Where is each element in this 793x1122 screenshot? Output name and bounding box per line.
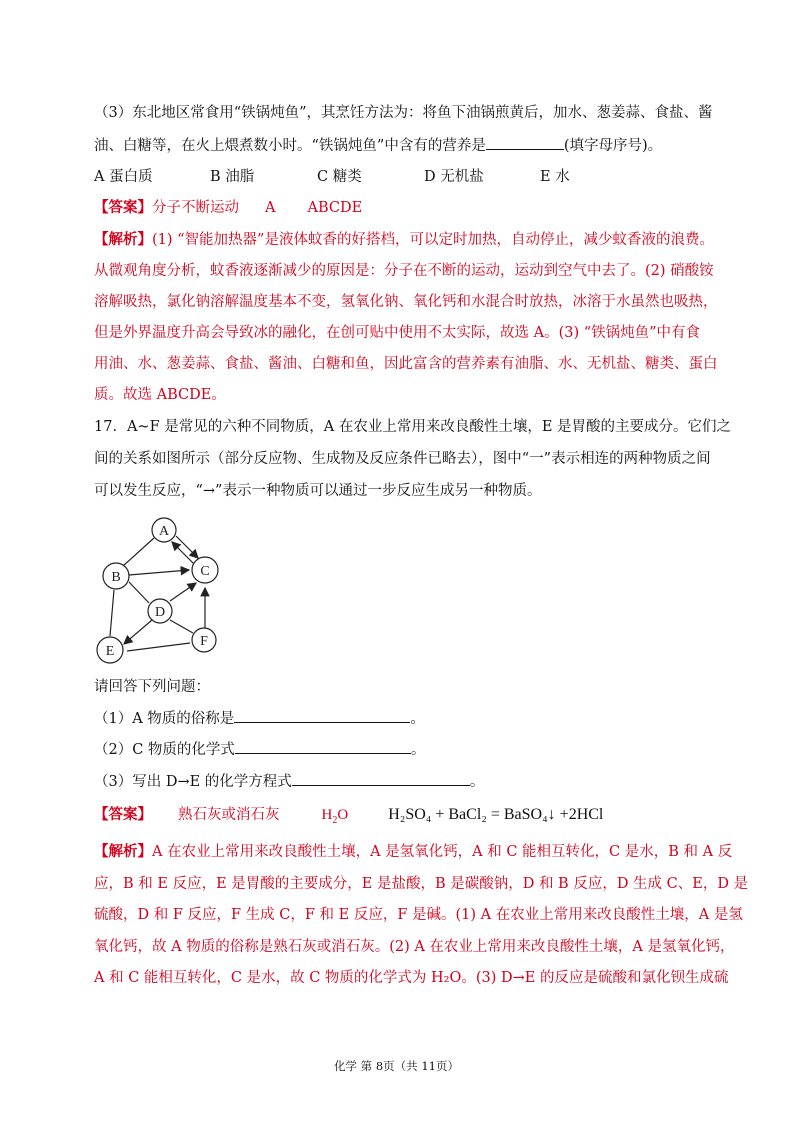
edge-d-e bbox=[124, 620, 152, 644]
q17-line-2: 间的关系如图所示（部分反应物、生成物及反应条件已略去），图中“一”表示相连的两种物质之间 bbox=[94, 451, 711, 467]
period: 。 bbox=[410, 711, 425, 727]
option-b: B 油脂 bbox=[210, 169, 255, 185]
edge-c-a bbox=[172, 542, 196, 566]
node-e-label: E bbox=[105, 644, 115, 659]
analysis-17-line-5: A 和 C 能相互转化，C 是水，故 C 物质的化学式为 H₂O。(3) D→E 的反应是硫酸和氯化钡生成硫 bbox=[94, 970, 729, 986]
blank-3 bbox=[292, 771, 470, 786]
q17-sub-3 bbox=[94, 771, 484, 792]
edge-b-e bbox=[110, 590, 114, 636]
page-footer: 化学 第 8页（共 11页） bbox=[334, 1059, 459, 1073]
analysis-17-line-3: 硫酸，D 和 F 反应，F 生成 C，F 和 E 反应，F 是碱。(1) A 在农业上常用来改良酸性土壤，A 是氢 bbox=[94, 907, 743, 923]
q17-sub-2 bbox=[94, 739, 425, 760]
answer-label: 【答案】 bbox=[94, 199, 152, 216]
relation-diagram bbox=[92, 512, 232, 672]
analysis-label: 【解析】 bbox=[94, 843, 152, 860]
answer-17-equation: H₂SO₄ + BaCl₂ = BaSO₄↓ +2HCl bbox=[388, 806, 604, 823]
edge-d-c bbox=[170, 583, 196, 601]
q17-line-3: 可以发生反应，“→”表示一种物质可以通过一步反应生成另一种物质。 bbox=[94, 483, 542, 499]
q3-line-2-post: (填字母序号)。 bbox=[563, 138, 663, 154]
analysis-16-line-3: 溶解吸热，氯化钠溶解温度基本不变，氢氧化钠、氧化钙和水混合时放热，冰溶于水虽然也吸热， bbox=[94, 294, 718, 310]
q17-sub-2-text: （2）C 物质的化学式 bbox=[94, 742, 235, 758]
q17-sub-1 bbox=[94, 708, 425, 729]
analysis-16-line-6: 质。故选 ABCDE。 bbox=[94, 387, 226, 403]
option-a: A 蛋白质 bbox=[94, 169, 153, 185]
answer-16 bbox=[94, 198, 362, 218]
analysis-label: 【解析】 bbox=[94, 231, 152, 248]
answer-16-a1: 分子不断运动 bbox=[152, 200, 239, 216]
analysis-17-line-2: 应，B 和 E 反应，E 是胃酸的主要成分，E 是盐酸，B 是碳酸钠，D 和 B 反应，D 生成 C、E，D 是 bbox=[94, 876, 749, 892]
answer-label: 【答案】 bbox=[94, 806, 152, 823]
answer-blank bbox=[486, 135, 564, 150]
q17-sub-3-text: （3）写出 D→E 的化学方程式 bbox=[94, 774, 292, 790]
edge-a-b bbox=[123, 538, 154, 566]
option-d: D 无机盐 bbox=[424, 169, 484, 185]
analysis-17-line-4: 氧化钙，故 A 物质的俗称是熟石灰或消石灰。(2) A 在农业上常用来改良酸性土壤，A 是氢氧化钙， bbox=[94, 939, 735, 955]
answer-16-a2: A bbox=[265, 200, 276, 216]
q3-line-2-pre: 油、白糖等，在火上煨煮数小时。“铁锅炖鱼”中含有的营养是 bbox=[94, 138, 486, 154]
q3-line-2 bbox=[94, 135, 662, 156]
q17-prompt: 请回答下列问题： bbox=[94, 679, 210, 695]
q3-line-1: （3）东北地区常食用“铁锅炖鱼”，其烹饪方法为：将鱼下油锅煎黄后，加水、葱姜蒜、食盐、酱 bbox=[94, 105, 713, 121]
period: 。 bbox=[410, 742, 426, 758]
analysis-16-line-2: 从微观角度分析，蚊香液逐渐减少的原因是：分子在不断的运动，运动到空气中去了。(2) 硝酸铵 bbox=[94, 263, 714, 279]
analysis-16-line-5: 用油、水、葱姜蒜、食盐、酱油、白糖和鱼，因此富含的营养素有油脂、水、无机盐、糖类、蛋白 bbox=[94, 356, 718, 372]
q17-sub-1-text: （1）A 物质的俗称是 bbox=[94, 711, 235, 727]
blank-2 bbox=[235, 739, 411, 754]
node-c-label: C bbox=[200, 564, 210, 579]
edge-a-c bbox=[176, 536, 198, 558]
answer-17-a1: 熟石灰或消石灰 bbox=[178, 807, 280, 823]
analysis-16-line-4: 但是外界温度升高会导致冰的融化，在创可贴中使用不太实际，故选 A。(3) “铁锅炖鱼”中有食 bbox=[94, 325, 701, 341]
analysis-16-text-1: (1) “智能加热器”是液体蚊香的好搭档，可以定时加热，自动停止，减少蚊香液的浪费。 bbox=[152, 232, 714, 248]
node-a-label: A bbox=[158, 524, 170, 539]
node-d-label: D bbox=[154, 605, 166, 620]
edge-d-f bbox=[170, 620, 193, 633]
analysis-17-line-1 bbox=[94, 842, 732, 862]
node-b-label: B bbox=[111, 570, 121, 585]
edge-b-d bbox=[129, 582, 149, 603]
option-e: E 水 bbox=[540, 169, 570, 185]
answer-17-a2: $H_2O$ bbox=[321, 807, 349, 826]
answer-17 bbox=[94, 805, 603, 831]
option-c: C 糖类 bbox=[317, 169, 362, 185]
period: 。 bbox=[469, 774, 485, 790]
edge-e-f bbox=[127, 643, 190, 651]
edge-b-c bbox=[129, 570, 189, 575]
analysis-16-line-1 bbox=[94, 230, 714, 250]
blank-1 bbox=[234, 708, 410, 723]
q17-line-1: 17．A~F 是常见的六种不同物质，A 在农业上常用来改良酸性土壤，E 是胃酸的主要成分。它们之 bbox=[94, 419, 732, 435]
node-f-label: F bbox=[200, 634, 208, 649]
analysis-17-text-1: A 在农业上常用来改良酸性土壤，A 是氢氧化钙，A 和 C 能相互转化，C 是水，B 和 A 反 bbox=[152, 844, 733, 860]
answer-16-a3: ABCDE bbox=[307, 200, 363, 216]
